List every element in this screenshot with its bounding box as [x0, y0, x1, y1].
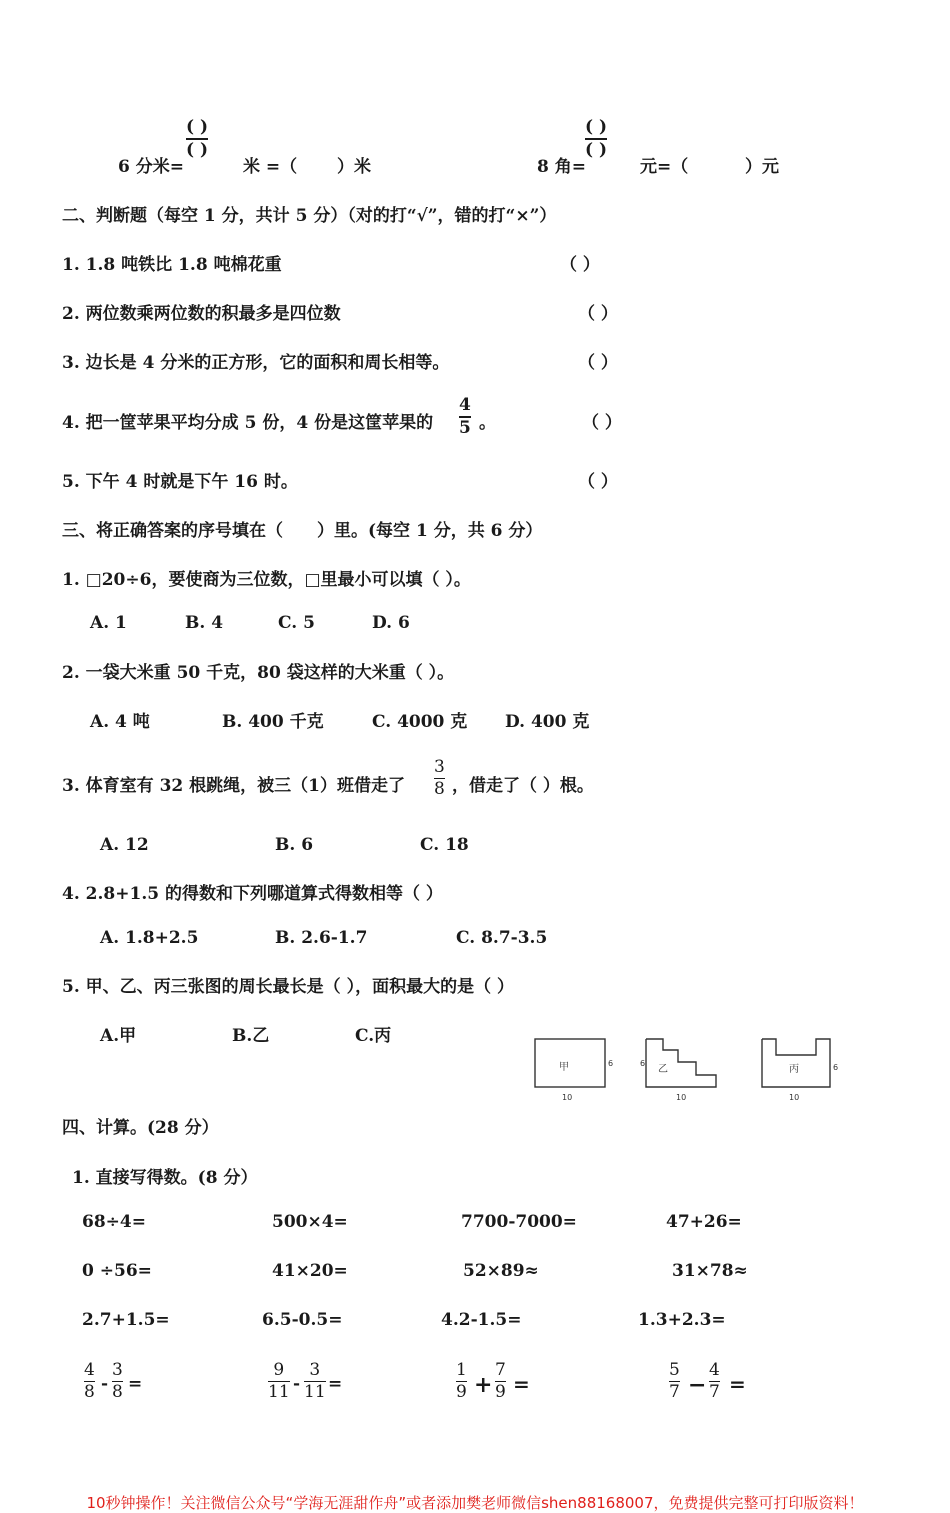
- choice-q2-opt-b[interactable]: B. 400 千克: [222, 712, 324, 732]
- fraction-3a: [456, 1361, 467, 1402]
- choice-q3-text-a: 3. 体育室有 32 根跳绳，被三（1）班借走了: [62, 776, 405, 796]
- fraction-denominator: 11: [268, 1382, 290, 1402]
- fraction-3b: [495, 1361, 506, 1402]
- calc-r1-c3[interactable]: 7700-7000=: [461, 1212, 577, 1232]
- conv-q2-unit: 元=（: [640, 157, 689, 177]
- choice-q1-opt-d[interactable]: D. 6: [372, 613, 410, 633]
- operator: +: [474, 1372, 493, 1398]
- fraction-denominator: 8: [434, 779, 445, 799]
- fraction-numerator: 9: [273, 1360, 285, 1380]
- calc-r1-c4[interactable]: 47+26=: [666, 1212, 742, 1232]
- choice-q3-opt-b[interactable]: B. 6: [275, 835, 314, 855]
- conv-q1-fraction: [186, 118, 208, 160]
- fraction-4a: [669, 1361, 680, 1402]
- choice-q5-opt-a[interactable]: A.甲: [100, 1026, 137, 1046]
- equals-sign: =: [328, 1374, 343, 1394]
- fraction-numerator: 7: [495, 1360, 506, 1380]
- figure-jia-width: 10: [562, 1093, 573, 1102]
- fraction-denominator: 8: [112, 1382, 123, 1402]
- figure-yi: [640, 1039, 716, 1102]
- calc-r2-c2[interactable]: 41×20=: [272, 1261, 348, 1281]
- judge-item-4: 4. 把一筐苹果平均分成 5 份，4 份是这筐苹果的: [62, 413, 434, 433]
- conv-q1-numerator[interactable]: ( ): [186, 117, 209, 137]
- calc-r1-c2[interactable]: 500×4=: [272, 1212, 348, 1232]
- conv-q2-denominator[interactable]: ( ): [585, 140, 608, 160]
- fraction-denominator: 7: [669, 1382, 680, 1402]
- judge-blank-1[interactable]: （ ）: [560, 255, 600, 275]
- choice-q5-opt-c[interactable]: C.丙: [355, 1026, 392, 1046]
- fraction-denominator: 7: [709, 1382, 720, 1402]
- judge-item-5: 5. 下午 4 时就是下午 16 时。: [62, 472, 298, 492]
- section-2-title: 二、判断题（每空 1 分，共计 5 分）（对的打“√”，错的打“×”）: [62, 206, 557, 226]
- choice-q2-opt-d[interactable]: D. 400 克: [505, 712, 590, 732]
- choice-q1-opt-b[interactable]: B. 4: [185, 613, 224, 633]
- figure-yi-outline: [646, 1039, 716, 1087]
- fraction-2b: [304, 1361, 326, 1402]
- choice-q4-opt-b[interactable]: B. 2.6-1.7: [275, 928, 368, 948]
- judge-blank-5[interactable]: （ ）: [578, 472, 618, 492]
- calc-r3-c2[interactable]: 6.5-0.5=: [262, 1310, 343, 1330]
- figure-bing: [762, 1039, 838, 1102]
- judge-blank-4[interactable]: （ ）: [582, 413, 622, 433]
- figure-jia-outline: [535, 1039, 605, 1087]
- figure-yi-width: 10: [676, 1093, 687, 1102]
- judge-blank-3[interactable]: （ ）: [578, 353, 618, 373]
- figure-jia: [535, 1039, 613, 1102]
- conv-q1-left: 6 分米=: [118, 157, 184, 177]
- choice-q2-opt-a[interactable]: A. 4 吨: [90, 712, 150, 732]
- choice-q3-text-b[interactable]: ，借走了（ ）根。: [452, 776, 594, 796]
- conv-q2-left: 8 角=: [537, 157, 586, 177]
- conv-q2-fraction: [585, 118, 607, 160]
- conv-q1-denominator[interactable]: ( ): [186, 140, 209, 160]
- figure-jia-label: 甲: [559, 1062, 569, 1073]
- fraction-numerator: 5: [669, 1360, 680, 1380]
- equals-sign: =: [729, 1372, 746, 1396]
- choice-q2[interactable]: 2. 一袋大米重 50 千克，80 袋这样的大米重（ ）。: [62, 663, 455, 683]
- figure-yi-label: 乙: [658, 1064, 668, 1075]
- fraction-denominator: 8: [84, 1382, 95, 1402]
- fraction-numerator: 4: [709, 1360, 720, 1380]
- judge-blank-2[interactable]: （ ）: [578, 304, 618, 324]
- choice-q1-opt-c[interactable]: C. 5: [278, 613, 315, 633]
- fraction-numerator: 1: [456, 1360, 467, 1380]
- calc-r2-c1[interactable]: 0 ÷56=: [82, 1261, 152, 1281]
- calc-r1-c1[interactable]: 68÷4=: [82, 1212, 146, 1232]
- operator: -: [101, 1374, 109, 1394]
- equals-sign: =: [128, 1374, 143, 1394]
- calc-r3-c4[interactable]: 1.3+2.3=: [638, 1310, 726, 1330]
- sub-direct-answers: 1. 直接写得数。(8 分）: [72, 1168, 258, 1188]
- section-4-title: 四、计算。(28 分）: [62, 1118, 219, 1138]
- fraction-numerator: 3: [434, 757, 445, 777]
- conv-q2-end[interactable]: ）元: [745, 157, 779, 177]
- fraction-4b: [709, 1361, 720, 1402]
- fraction-numerator: 3: [112, 1360, 123, 1380]
- calc-r2-c4[interactable]: 31×78≈: [672, 1261, 748, 1281]
- fraction-denominator: 9: [495, 1382, 506, 1402]
- fraction-2a: [268, 1361, 290, 1402]
- conv-q1-end[interactable]: ）米: [337, 157, 371, 177]
- judge-4-fraction: [459, 396, 471, 438]
- section-3-title: 三、将正确答案的序号填在（ ）里。(每空 1 分，共 6 分）: [62, 521, 543, 541]
- figure-bing-label: 丙: [789, 1064, 799, 1075]
- operator: −: [688, 1372, 707, 1398]
- fraction-denominator: 9: [456, 1382, 467, 1402]
- calc-r3-c1[interactable]: 2.7+1.5=: [82, 1310, 170, 1330]
- equals-sign: =: [513, 1372, 530, 1396]
- judge-item-3: 3. 边长是 4 分米的正方形，它的面积和周长相等。: [62, 353, 450, 373]
- choice-q3-opt-c[interactable]: C. 18: [420, 835, 469, 855]
- calc-r2-c3[interactable]: 52×89≈: [463, 1261, 539, 1281]
- figure-bing-height: 6: [833, 1063, 839, 1072]
- choice-q5[interactable]: 5. 甲、乙、丙三张图的周长最长是（ ），面积最大的是（ ）: [62, 977, 515, 997]
- fraction-denominator: 11: [304, 1382, 326, 1402]
- choice-q3-opt-a[interactable]: A. 12: [100, 835, 149, 855]
- choice-q4-opt-a[interactable]: A. 1.8+2.5: [100, 928, 199, 948]
- fraction-denominator: 5: [459, 418, 471, 438]
- figure-jia-height: 6: [608, 1059, 614, 1068]
- choice-q2-opt-c[interactable]: C. 4000 克: [372, 712, 468, 732]
- calc-r3-c3[interactable]: 4.2-1.5=: [441, 1310, 522, 1330]
- conv-q2-numerator[interactable]: ( ): [585, 117, 608, 137]
- operator: -: [293, 1374, 301, 1394]
- choice-q3-fraction: [434, 758, 445, 799]
- choice-q5-opt-b[interactable]: B.乙: [232, 1026, 270, 1046]
- judge-item-2: 2. 两位数乘两位数的积最多是四位数: [62, 304, 341, 324]
- judge-item-1: 1. 1.8 吨铁比 1.8 吨棉花重: [62, 255, 282, 275]
- shape-figures: [528, 1030, 848, 1105]
- figure-bing-width: 10: [789, 1093, 800, 1102]
- choice-q4[interactable]: 4. 2.8+1.5 的得数和下列哪道算式得数相等（ ）: [62, 884, 443, 904]
- fraction-numerator: 4: [459, 395, 471, 415]
- figure-bing-outline: [762, 1039, 830, 1087]
- fraction-1a: [84, 1361, 95, 1402]
- promo-footer: 10秒钟操作！关注微信公众号“学海无涯甜作舟”或者添加樊老师微信shen88168007，免费提供完整可打印版资料！: [86, 1494, 864, 1512]
- fraction-1b: [112, 1361, 123, 1402]
- fraction-numerator: 4: [84, 1360, 95, 1380]
- fraction-numerator: 3: [309, 1360, 321, 1380]
- conv-q1-unit: 米 =（: [243, 157, 298, 177]
- figure-yi-height: 6: [640, 1059, 646, 1068]
- choice-q1[interactable]: 1. □20÷6，要使商为三位数，□里最小可以填（ ）。: [62, 570, 471, 590]
- judge-item-4-end: 。: [479, 413, 496, 433]
- choice-q1-opt-a[interactable]: A. 1: [90, 613, 127, 633]
- choice-q4-opt-c[interactable]: C. 8.7-3.5: [456, 928, 548, 948]
